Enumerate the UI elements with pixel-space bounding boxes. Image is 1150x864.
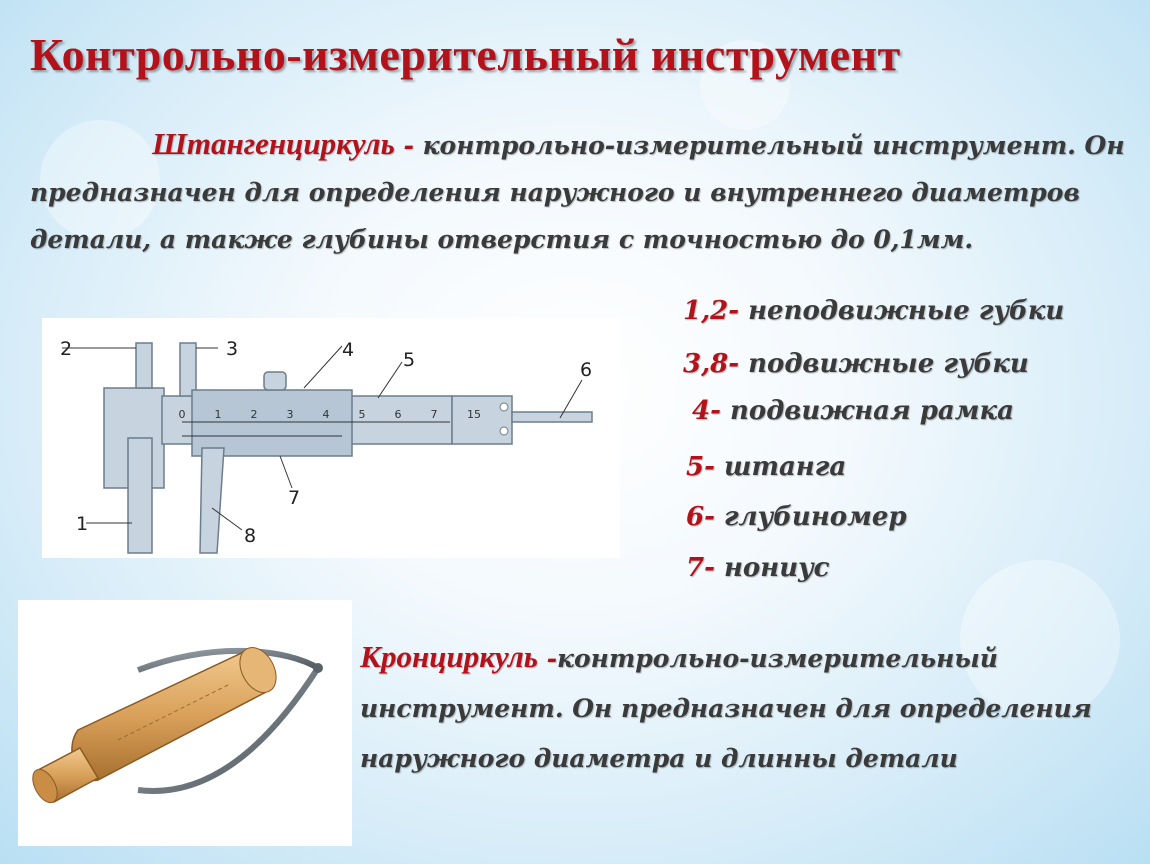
legend-item: 7- нониус: [686, 553, 830, 583]
scale-label: 15: [467, 408, 481, 421]
kroncirkul-term: Кронциркуль: [360, 639, 538, 674]
diagram-label: 7: [287, 487, 301, 509]
scale-label: 1: [214, 408, 222, 421]
scale-label: 0: [178, 408, 186, 421]
legend-item: 3,8- подвижные губки: [683, 349, 1029, 379]
caliper-term: Штангенциркуль: [152, 126, 395, 161]
legend-item: 4- подвижная рамка: [692, 396, 1014, 426]
scale-label: 6: [394, 408, 402, 421]
scale-label: 2: [250, 408, 258, 421]
scale-label: 7: [430, 408, 438, 421]
kroncirkul-illustration: [18, 600, 352, 846]
caliper-diagram: [42, 318, 620, 558]
diagram-label: 2: [59, 338, 73, 360]
kroncirkul-dash: -: [537, 644, 558, 673]
legend-item: 6- глубиномер: [686, 502, 907, 532]
scale-label: 5: [358, 408, 366, 421]
kroncirkul-definition: контрольно-измерительный инструмент. Он предназначен для определения наружного диаметра и длинны детали: [360, 644, 1092, 773]
slide-title: Контрольно-измерительный инструмент: [30, 29, 901, 80]
legend-item: 5- штанга: [686, 452, 847, 482]
diagram-label: 6: [579, 359, 593, 381]
scale-label: 4: [322, 408, 330, 421]
diagram-label: 5: [402, 349, 416, 371]
scale-label: 3: [286, 408, 294, 421]
caliper-description: [30, 120, 1125, 263]
diagram-label: 1: [75, 513, 89, 535]
kroncirkul-description: [360, 632, 1145, 784]
caliper-dash: -: [394, 131, 423, 160]
legend-item: 1,2- неподвижные губки: [683, 296, 1065, 326]
diagram-label: 3: [225, 338, 239, 360]
caliper-definition: контрольно-измерительный инструмент. Он предназначен для определения наружного и внутреннего диаметров детали, а также глубины отверстия с точностью до 0,1мм.: [30, 131, 1125, 254]
diagram-label: 8: [243, 525, 257, 547]
diagram-label: 4: [341, 339, 355, 361]
